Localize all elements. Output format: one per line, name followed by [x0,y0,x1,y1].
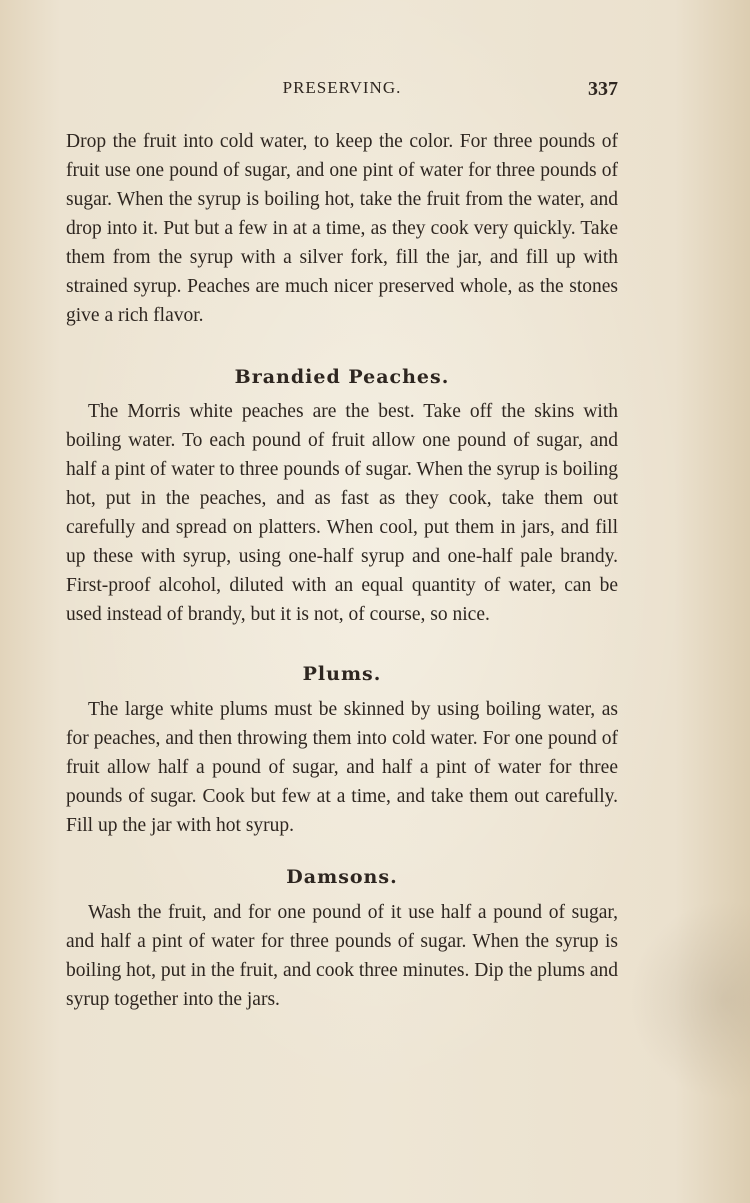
section-heading-damsons: Damsons. [286,866,398,888]
section-heading-plums: Plums. [302,663,382,685]
section-text-brandied-peaches: The Morris white peaches are the best. Take off the skins with boiling water. To each pound of fruit allow one pound of sugar, and half a pint of water to three pounds of sugar. When the syrup is boiling hot, put in the peaches, and as fast as they cook, take them out carefully and spread on platters. When cool, put them in jars, and fill up these with syrup, using one-half syrup and one-half pale brandy. First-proof alcohol, diluted with an equal quantity of water, can be used instead of brandy, but it is not, of course, so nice. [66,401,618,625]
section-text-damsons: Wash the fruit, and for one pound of it use half a pound of sugar, and half a pint of water for three pounds of sugar. When the syrup is boiling hot, put in the fruit, and cook three minutes. Dip the plums and syrup together into the jars. [66,902,618,1010]
running-head [66,78,618,102]
running-title: PRESERVING. [282,78,402,97]
page-content [66,127,618,1014]
intro-paragraph: Drop the fruit into cold water, to keep the color. For three pounds of fruit use one pound of sugar, and one pint of water for three pounds of sugar. When the syrup is boiling hot, take the fruit from the water, and drop into it. Put but a few in at a time, as they cook very quickly. Take them from the syrup with a silver fork, fill the jar, and fill up with strained syrup. Peaches are much nicer preserved whole, as the stones give a rich flavor. [66,131,618,326]
page-stain [630,900,750,1100]
page-number: 337 [588,78,618,100]
section-heading-brandied-peaches: Brandied Peaches. [234,366,450,388]
section-text-plums: The large white plums must be skinned by using boiling water, as for peaches, and then throwing them into cold water. For one pound of fruit allow half a pound of sugar, and half a pint of water for three pounds of sugar. Cook but few at a time, and take them out carefully. Fill up the jar with hot syrup. [66,699,618,836]
